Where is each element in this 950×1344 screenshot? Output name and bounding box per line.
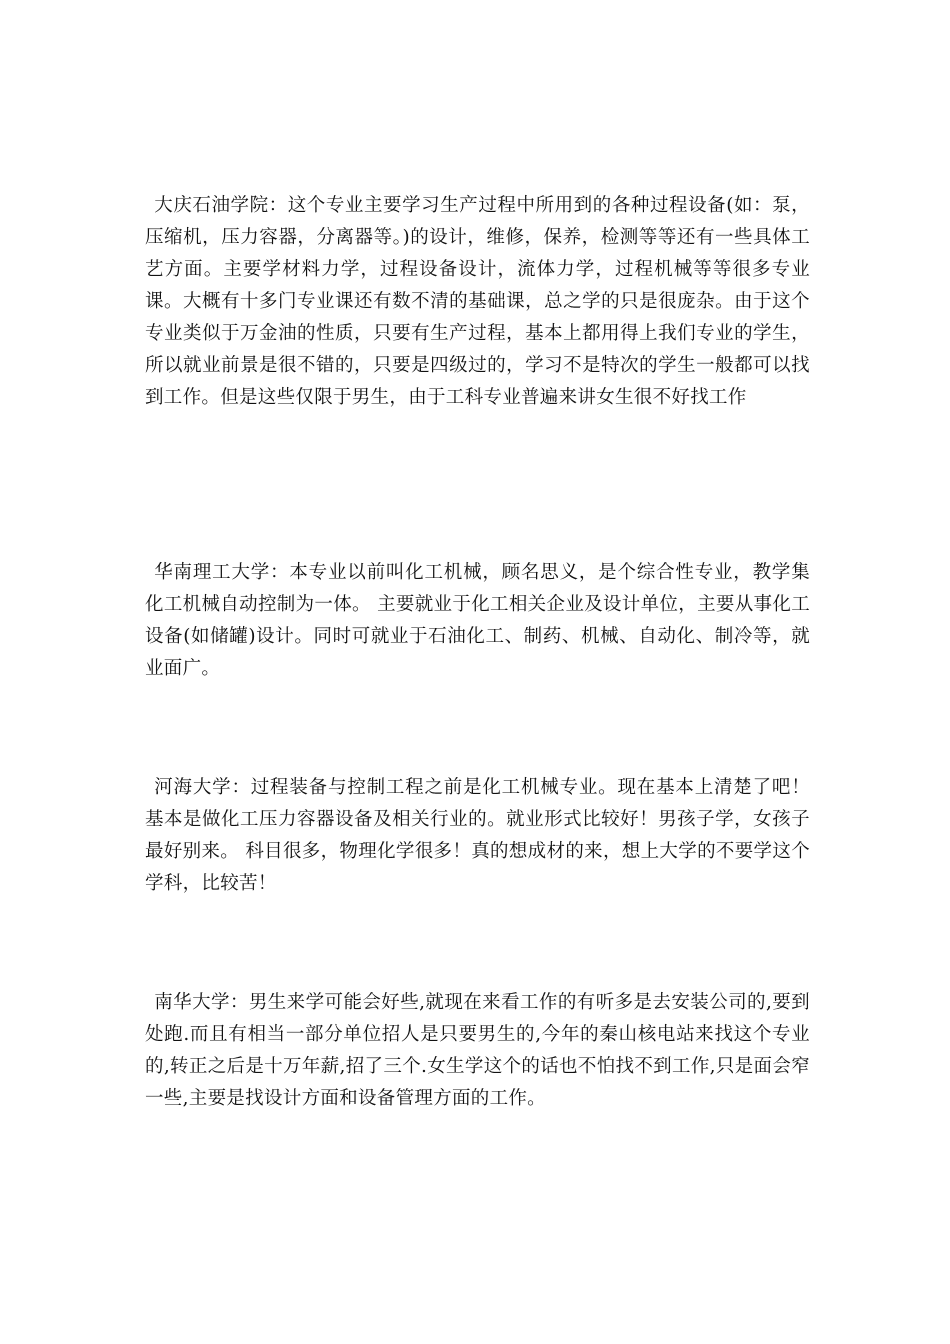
paragraph-daqing-petroleum-institute: 大庆石油学院：这个专业主要学习生产过程中所用到的各种过程设备(如：泵，压缩机，压力容器，分离器等。)的设计，维修，保养，检测等等还有一些具体工艺方面。主要学材料力学，过程设备设计，流体力学，过程机械等等很多专业课。大概有十多门专业课还有数不清的基础课，总之学的只是很庞杂。由于这个专业类似于万金油的性质，只要有生产过程，基本上都用得上我们专业的学生，所以就业前景是很不错的，只要是四级过的，学习不是特次的学生一般都可以找到工作。但是这些仅限于男生，由于工科专业普遍来讲女生很不好找工作 [145,195,810,408]
paragraph-south-china-university-of-technology: 华南理工大学：本专业以前叫化工机械，顾名思义，是个综合性专业，教学集化工机械自动控制为一体。 主要就业于化工相关企业及设计单位，主要从事化工设备(如储罐)设计。同时可就业于石油化工、制药、机械、自动化、制冷等，就业面广。 [145,562,810,679]
paragraph-hohai-university: 河海大学：过程装备与控制工程之前是化工机械专业。现在基本上清楚了吧！基本是做化工压力容器设备及相关行业的。就业形式比较好！男孩子学，女孩子最好别来。 科目很多，物理化学很多！真的想成材的来，想上大学的不要学这个学科，比较苦！ [145,777,810,894]
paragraph-university-of-south-china: 南华大学：男生来学可能会好些,就现在来看工作的有听多是去安装公司的,要到处跑.而且有相当一部分单位招人是只要男生的,今年的秦山核电站来找这个专业的,转正之后是十万年薪,招了三个.女生学这个的话也不怕找不到工作,只是面会窄一些,主要是找设计方面和设备管理方面的工作。 [145,992,810,1109]
